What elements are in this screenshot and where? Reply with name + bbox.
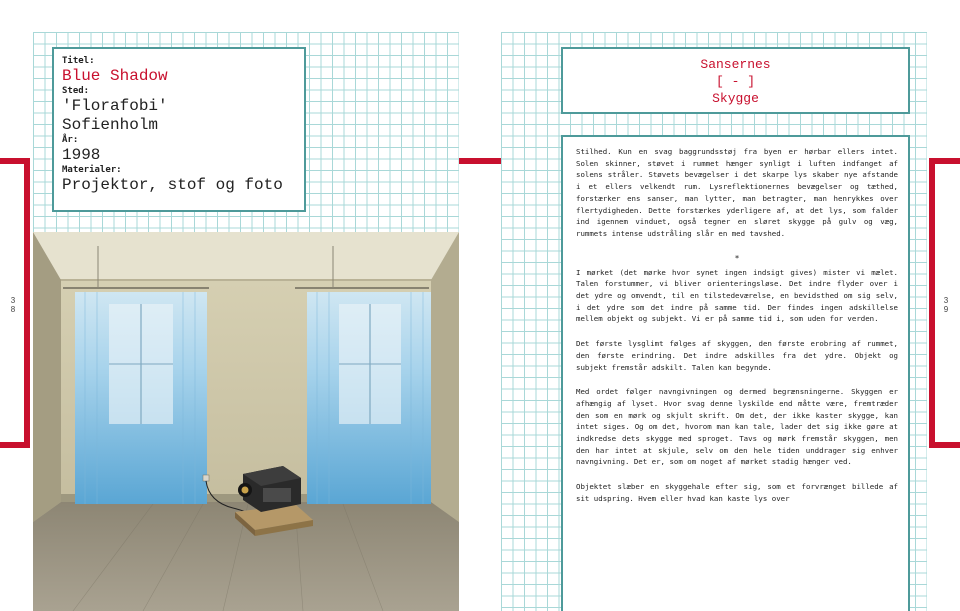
section-title-line2: [ - ] [715,74,755,89]
year-label: År: [62,135,79,145]
essay-text-box [561,135,910,611]
gutter-red-line [459,158,501,164]
separator-star: * [734,253,740,263]
paragraph: Det første lysglimt følges af skyggen, den første erobring af rummet, den første erindring. Det indre adskilles fra det ydre. Objekt og subjekt fremstår adskilt. Talen kan begynde. [576,339,898,372]
paragraph: I mørket (det mørke hvor synet ingen indsigt gives) mister vi mælet. Talen forstummer, vi bliver orienteringsløse. Det indre flyder over i det ydre og omvendt, til en tilstedeværelse, en bevidsthed om sig selv, i det ydre som det indre på samme tid. Der findes ingen adskillelse mellem objekt og subjekt. Vi er på samme tid i, som uden for verden. [576,267,898,324]
section-title-line1: Sansernes [700,57,771,72]
installation-photo [33,232,459,611]
left-page-number: 3 8 [10,296,16,314]
right-page-number: 3 9 [943,296,949,314]
materials-label: Materialer: [62,165,122,175]
place-value-2: Sofienholm [62,116,159,134]
year-value: 1998 [62,146,101,164]
title-label: Titel: [62,56,95,66]
paragraph: Objektet slæber en skyggehale efter sig, som et forvrænget billede af sit udspring. Hvem eller hvad kan kaste lys over [576,482,898,503]
paragraph: Med ordet følger navngivningen og dermed begrænsningerne. Skyggen er afhængig af lyset. Hvor svag denne lyskilde end måtte være, fremtræder den som en mørk og skjult skrift. Om det, der ikke kaster skygge, kan intet siges. Og om det, hvorom man kan tale, lader det sig ikke gøre at indkredse dets skygge med sproget. Tavs og mørk fremstår skyggen, men den har intet at skjule, selv om den hele tiden unddrager sig enhver navngivning. Det er, som om noget af mørket stadig hænger ved. [576,387,898,467]
place-label: Sted: [62,86,90,96]
title-value: Blue Shadow [62,67,168,85]
place-value-1: 'Florafobi' [62,97,168,115]
section-title-line3: Skygge [712,91,759,106]
section-title-box [561,47,910,114]
materials-value: Projektor, stof og foto [62,176,283,194]
artwork-info-box [52,47,306,212]
paragraph: Stilhed. Kun en svag baggrundsstøj fra byen er hørbar ellers intet. Solen skinner, støvet i rummet hænger synligt i luften indfanget af solens stråler. Støvets bevægelser i det skarpe lys skaber nye afstande i et ellers velkendt rum. Lysreflektionernes bevægelser og tæthed, forstærker ens sanser, man lytter, man betragter, man henrykkes over flertydigheden. Dette forstærkes yderligere af, at det lys, som falder ind igennem vinduet, også tegner en sløret skygge på gulv og væg, rummets intense udstråling slår en med tavshed. [576,147,898,238]
